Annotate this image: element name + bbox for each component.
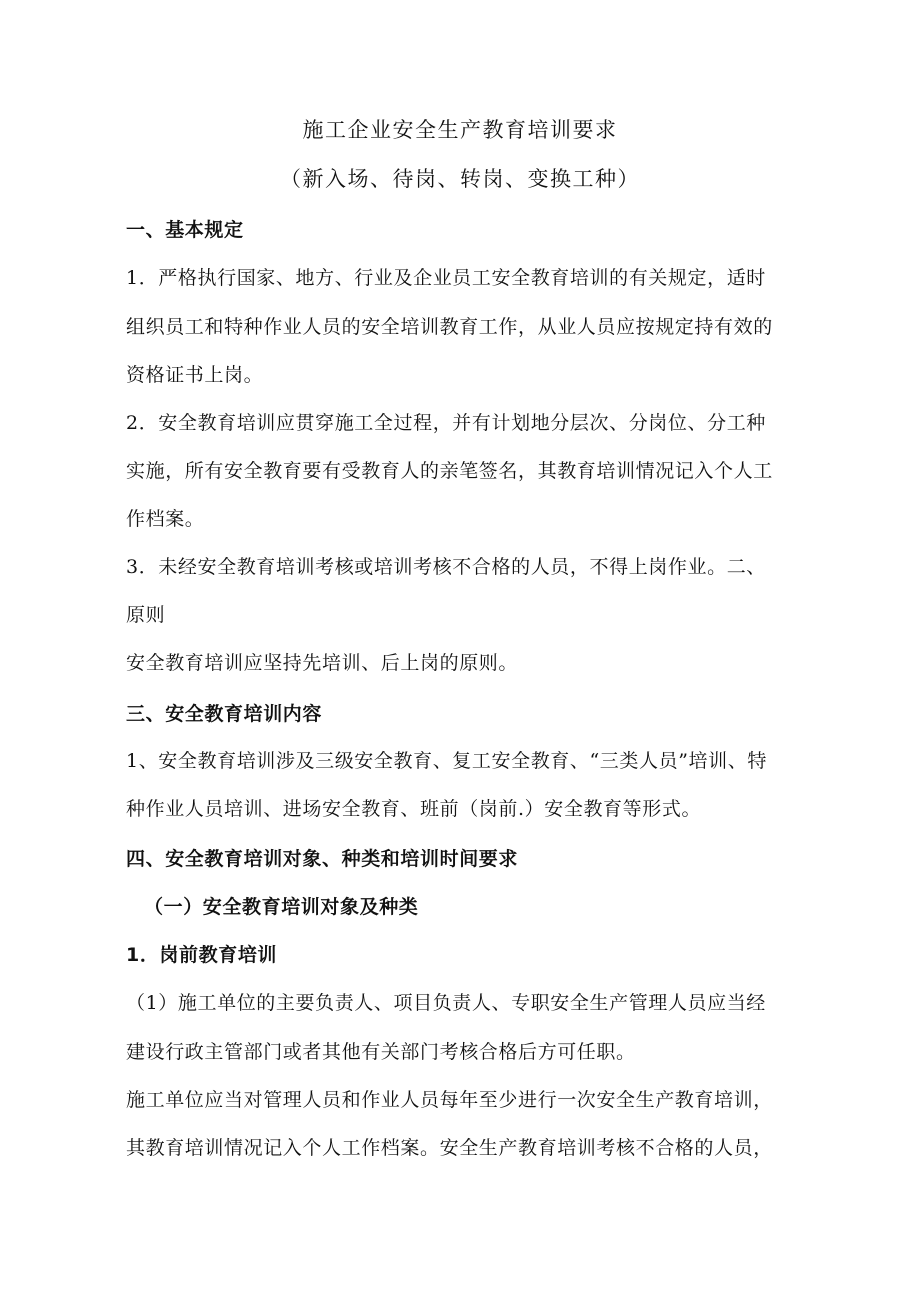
rule-2-line-2: 实施，所有安全教育要有受教育人的亲笔签名，其教育培训情况记入个人工	[126, 460, 773, 482]
rule-1-line-2: 组织员工和特种作业人员的安全培训教育工作，从业人员应按规定持有效的	[126, 316, 773, 338]
principle-paragraph: 安全教育培训应坚持先培训、后上岗的原则。	[126, 652, 519, 674]
rule-3-line-1: 3．未经安全教育培训考核或培训考核不合格的人员，不得上岗作业。二、	[126, 556, 766, 578]
document-title: 施工企业安全生产教育培训要求	[302, 118, 618, 142]
rule-2-line-3: 作档案。	[126, 508, 205, 530]
rule-3-line-2: 原则	[126, 604, 166, 626]
rule-1-line-3: 资格证书上岗。	[126, 364, 264, 386]
heading-training-targets: 四、安全教育培训对象、种类和培训时间要求	[126, 848, 519, 870]
rule-1-line-1: 1．严格执行国家、地方、行业及企业员工安全教育培训的有关规定，适时	[126, 267, 766, 289]
pre-job-line-1: （1）施工单位的主要负责人、项目负责人、专职安全生产管理人员应当经	[126, 992, 766, 1014]
annual-training-line-1: 施工单位应当对管理人员和作业人员每年至少进行一次安全生产教育培训，	[126, 1089, 773, 1111]
subheading-pre-job-training: 1．岗前教育培训	[126, 944, 278, 966]
annual-training-line-2: 其教育培训情况记入个人工作档案。安全生产教育培训考核不合格的人员，	[126, 1137, 773, 1159]
content-line-2: 种作业人员培训、进场安全教育、班前（岗前.）安全教育等形式。	[126, 798, 702, 820]
content-line-1: 1、安全教育培训涉及三级安全教育、复工安全教育、“三类人员”培训、特	[126, 750, 767, 772]
heading-training-content: 三、安全教育培训内容	[126, 703, 323, 725]
heading-basic-rules: 一、基本规定	[126, 219, 244, 241]
pre-job-line-2: 建设行政主管部门或者其他有关部门考核合格后方可任职。	[126, 1041, 636, 1063]
document-subtitle: （新入场、待岗、转岗、变换工种）	[280, 167, 640, 191]
subheading-targets-types: （一）安全教育培训对象及种类	[144, 896, 419, 918]
rule-2-line-1: 2．安全教育培训应贯穿施工全过程，并有计划地分层次、分岗位、分工种	[126, 412, 766, 434]
